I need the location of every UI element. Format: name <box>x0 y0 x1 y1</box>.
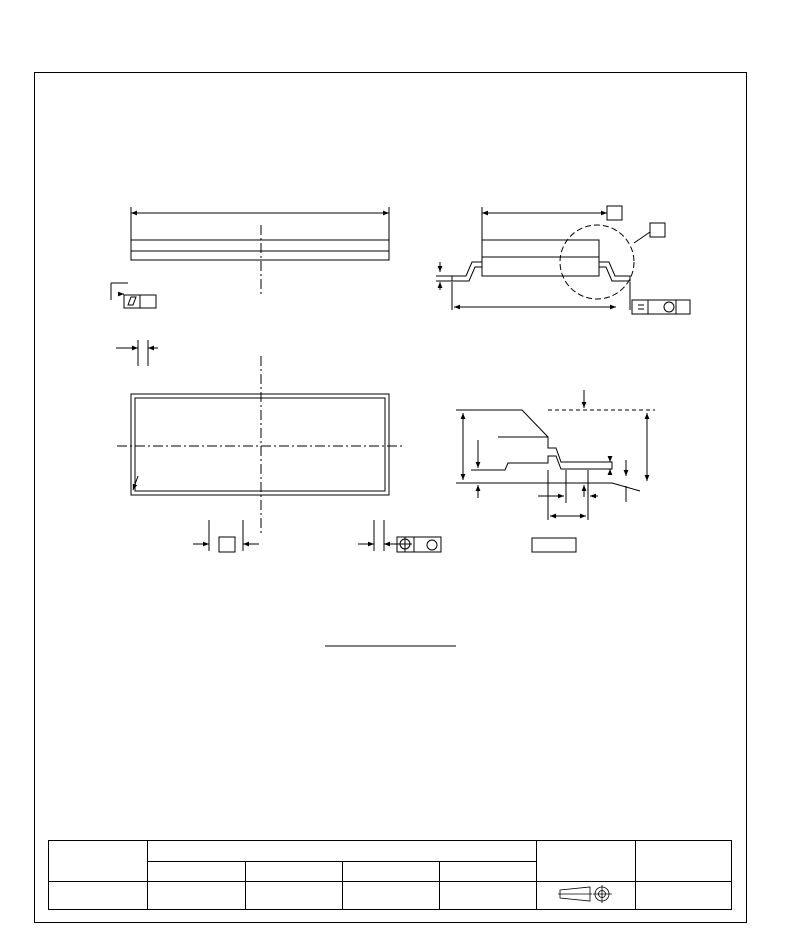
projection-icon <box>556 884 616 904</box>
projection-symbol <box>537 882 636 910</box>
outline-version-value <box>49 882 148 910</box>
empty-ref-cell <box>440 862 537 882</box>
iec-header <box>148 862 246 882</box>
empty-ref-value <box>440 882 537 910</box>
jedec-value <box>246 882 343 910</box>
outline-version-header <box>49 841 148 882</box>
references-table <box>48 840 732 910</box>
projection-header <box>537 841 636 882</box>
issue-date-value <box>636 882 732 910</box>
jedec-header <box>246 862 343 882</box>
jeita-value <box>343 882 440 910</box>
iec-value <box>148 882 246 910</box>
jeita-header <box>343 862 440 882</box>
issue-date-header <box>636 841 732 882</box>
references-header <box>148 841 537 862</box>
